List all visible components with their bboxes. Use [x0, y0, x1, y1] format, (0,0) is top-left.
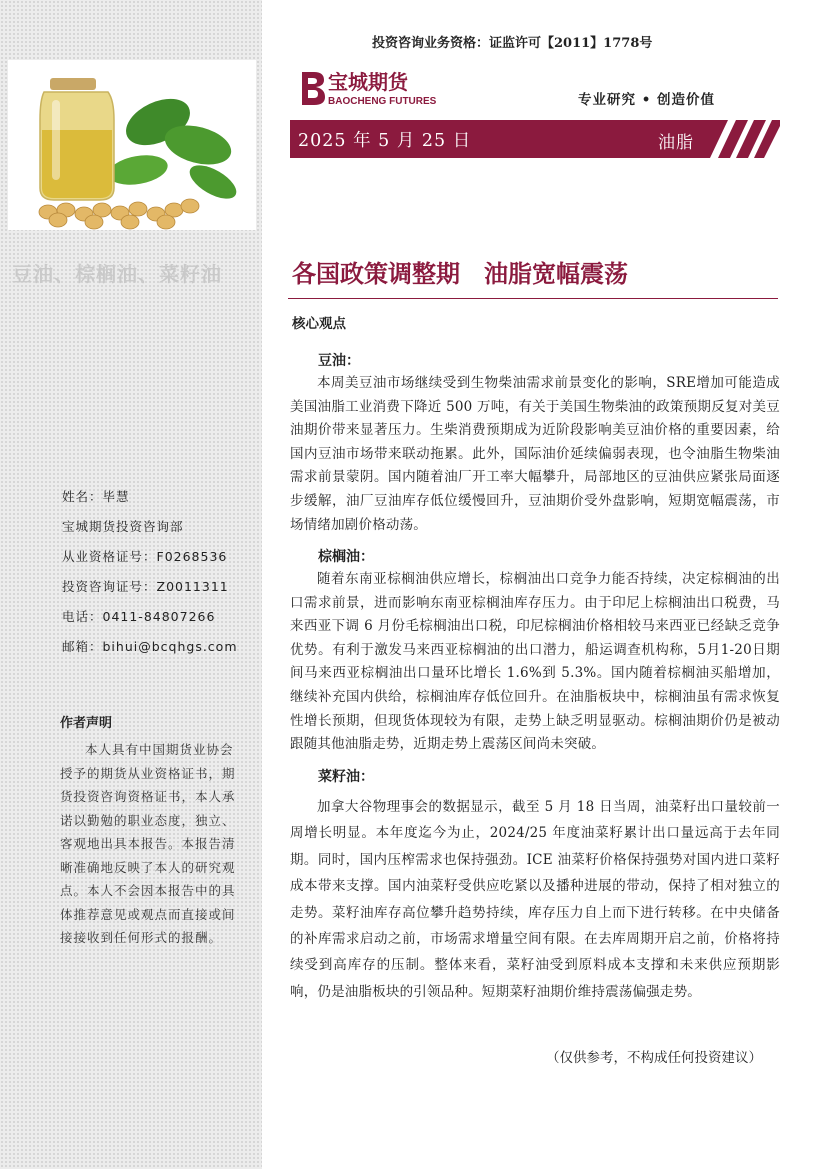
author-phone: 电话：0411-84807266 — [62, 609, 216, 624]
soybean-oil-image — [8, 60, 256, 230]
logo-english-name: BAOCHENG FUTURES — [328, 96, 437, 107]
author-dept: 宝城期货投资咨询部 — [62, 519, 184, 534]
section-title-rapeseed-oil: 菜籽油： — [318, 769, 374, 785]
footnote: （仅供参考，不构成任何投资建议） — [546, 1050, 762, 1066]
disclaimer-text: 本人具有中国期货业协会授予的期货从业资格证书，期货投资咨询资格证书，本人承诺以勤勉的职业态度，独立、客观地出具本报告。本报告清晰准确地反映了本人的研究观点。本人不会因本报告中的具体推荐意见或观点而直接或间接接收到任何形式的报酬。 — [60, 742, 236, 945]
report-headline: 各国政策调整期 油脂宽幅震荡 — [292, 260, 628, 288]
report-category: 油脂 — [658, 133, 694, 153]
report-date: 2025 年 5 月 25 日 — [298, 131, 472, 151]
section-text-rapeseed-oil: 加拿大谷物理事会的数据显示，截至 5 月 18 日当周，油菜籽出口量较前一周增长明显。本年度迄今为止，2024/25 年度油菜籽累计出口量远高于去年同期。同时，国内压榨需求也保持强劲。ICE 油菜籽价格保持强势对国内进口菜籽成本带来支撑。国内油菜籽受供应吃紧以及播种进展的带动，保持了相对独立的走势。菜籽油库存高位攀升趋势持续，库存压力自上而下进行转移。在中央储备的补库需求启动之前，市场需求增量空间有限。在去库周期开启之前，价格将持续受到高库存的压制。整体来看，菜籽油受到原料成本支撑和未来供应预期影响，仍是油脂板块的引领品种。短期菜籽油期价维持震荡偏强走势。 — [290, 799, 780, 1000]
core-view-label: 核心观点 — [292, 316, 346, 332]
sidebar-topic: 豆油、棕榈油、菜籽油 — [12, 262, 222, 286]
section-title-soybean-oil: 豆油： — [318, 353, 360, 369]
slogan: 专业研究 • 创造价值 — [578, 92, 716, 108]
headline-divider — [288, 298, 778, 299]
sidebar — [0, 0, 262, 1169]
section-text-soybean-oil: 本周美豆油市场继续受到生物柴油需求前景变化的影响，SRE增加可能造成美国油脂工业消费下降近 500 万吨，有关于美国生物柴油的政策预期反复对美豆油期价带来显著压力。生柴消费预期成为近阶段影响美豆油价格的重要因素，给国内豆油市场带来联动拖累。此外，国际油价延续偏弱表现，也令油脂生物柴油需求前景蒙阴。国内随着油厂开工率大幅攀升，局部地区的豆油供应紧张局面逐步缓解，油厂豆油库存低位缓慢回升，豆油期价受外盘影响，短期宽幅震荡，市场情绪加剧价格动荡。 — [290, 375, 780, 533]
company-logo — [298, 70, 438, 110]
logo-mark-icon — [298, 70, 326, 106]
oil-jar-illustration — [8, 60, 256, 230]
section-text-palm-oil: 随着东南亚棕榈油供应增长，棕榈油出口竞争力能否持续，决定棕榈油的出口需求前景，进而影响东南亚棕榈油库存压力。由于印尼上棕榈油出口税费，马来西亚下调 6 月份毛棕榈油出口税，印尼棕榈油价格相较马来西亚已经缺乏竞争优势。有利于激发马来西亚棕榈油的出口潜力，船运调查机构称，5月1-20日期间马来西亚棕榈油出口量环比增长 1.6%到 5.3%。国内随着棕榈油买船增加，继续补充国内供给，棕榈油库存低位回升。在油脂板块中，棕榈油虽有需求恢复性增长预期，但现货体现较为有限，走势上缺乏明显驱动。棕榈油期价仍是被动跟随其他油脂走势，近期走势上震荡区间尚未突破。 — [290, 571, 780, 753]
date-banner — [290, 120, 780, 158]
section-title-palm-oil: 棕榈油： — [318, 549, 374, 565]
author-info — [62, 486, 258, 666]
disclaimer-title: 作者声明 — [60, 716, 113, 731]
license-text: 投资咨询业务资格：证监许可【2011】1778号 — [372, 36, 653, 51]
author-license: 从业资格证号：F0268536 — [62, 549, 228, 564]
logo-chinese-name: 宝城期货 — [328, 70, 408, 94]
author-email[interactable]: 邮箱：bihui@bcqhgs.com — [62, 639, 238, 654]
author-advisor-no: 投资咨询证号：Z0011311 — [62, 579, 229, 594]
author-name: 姓名：毕慧 — [62, 489, 130, 504]
